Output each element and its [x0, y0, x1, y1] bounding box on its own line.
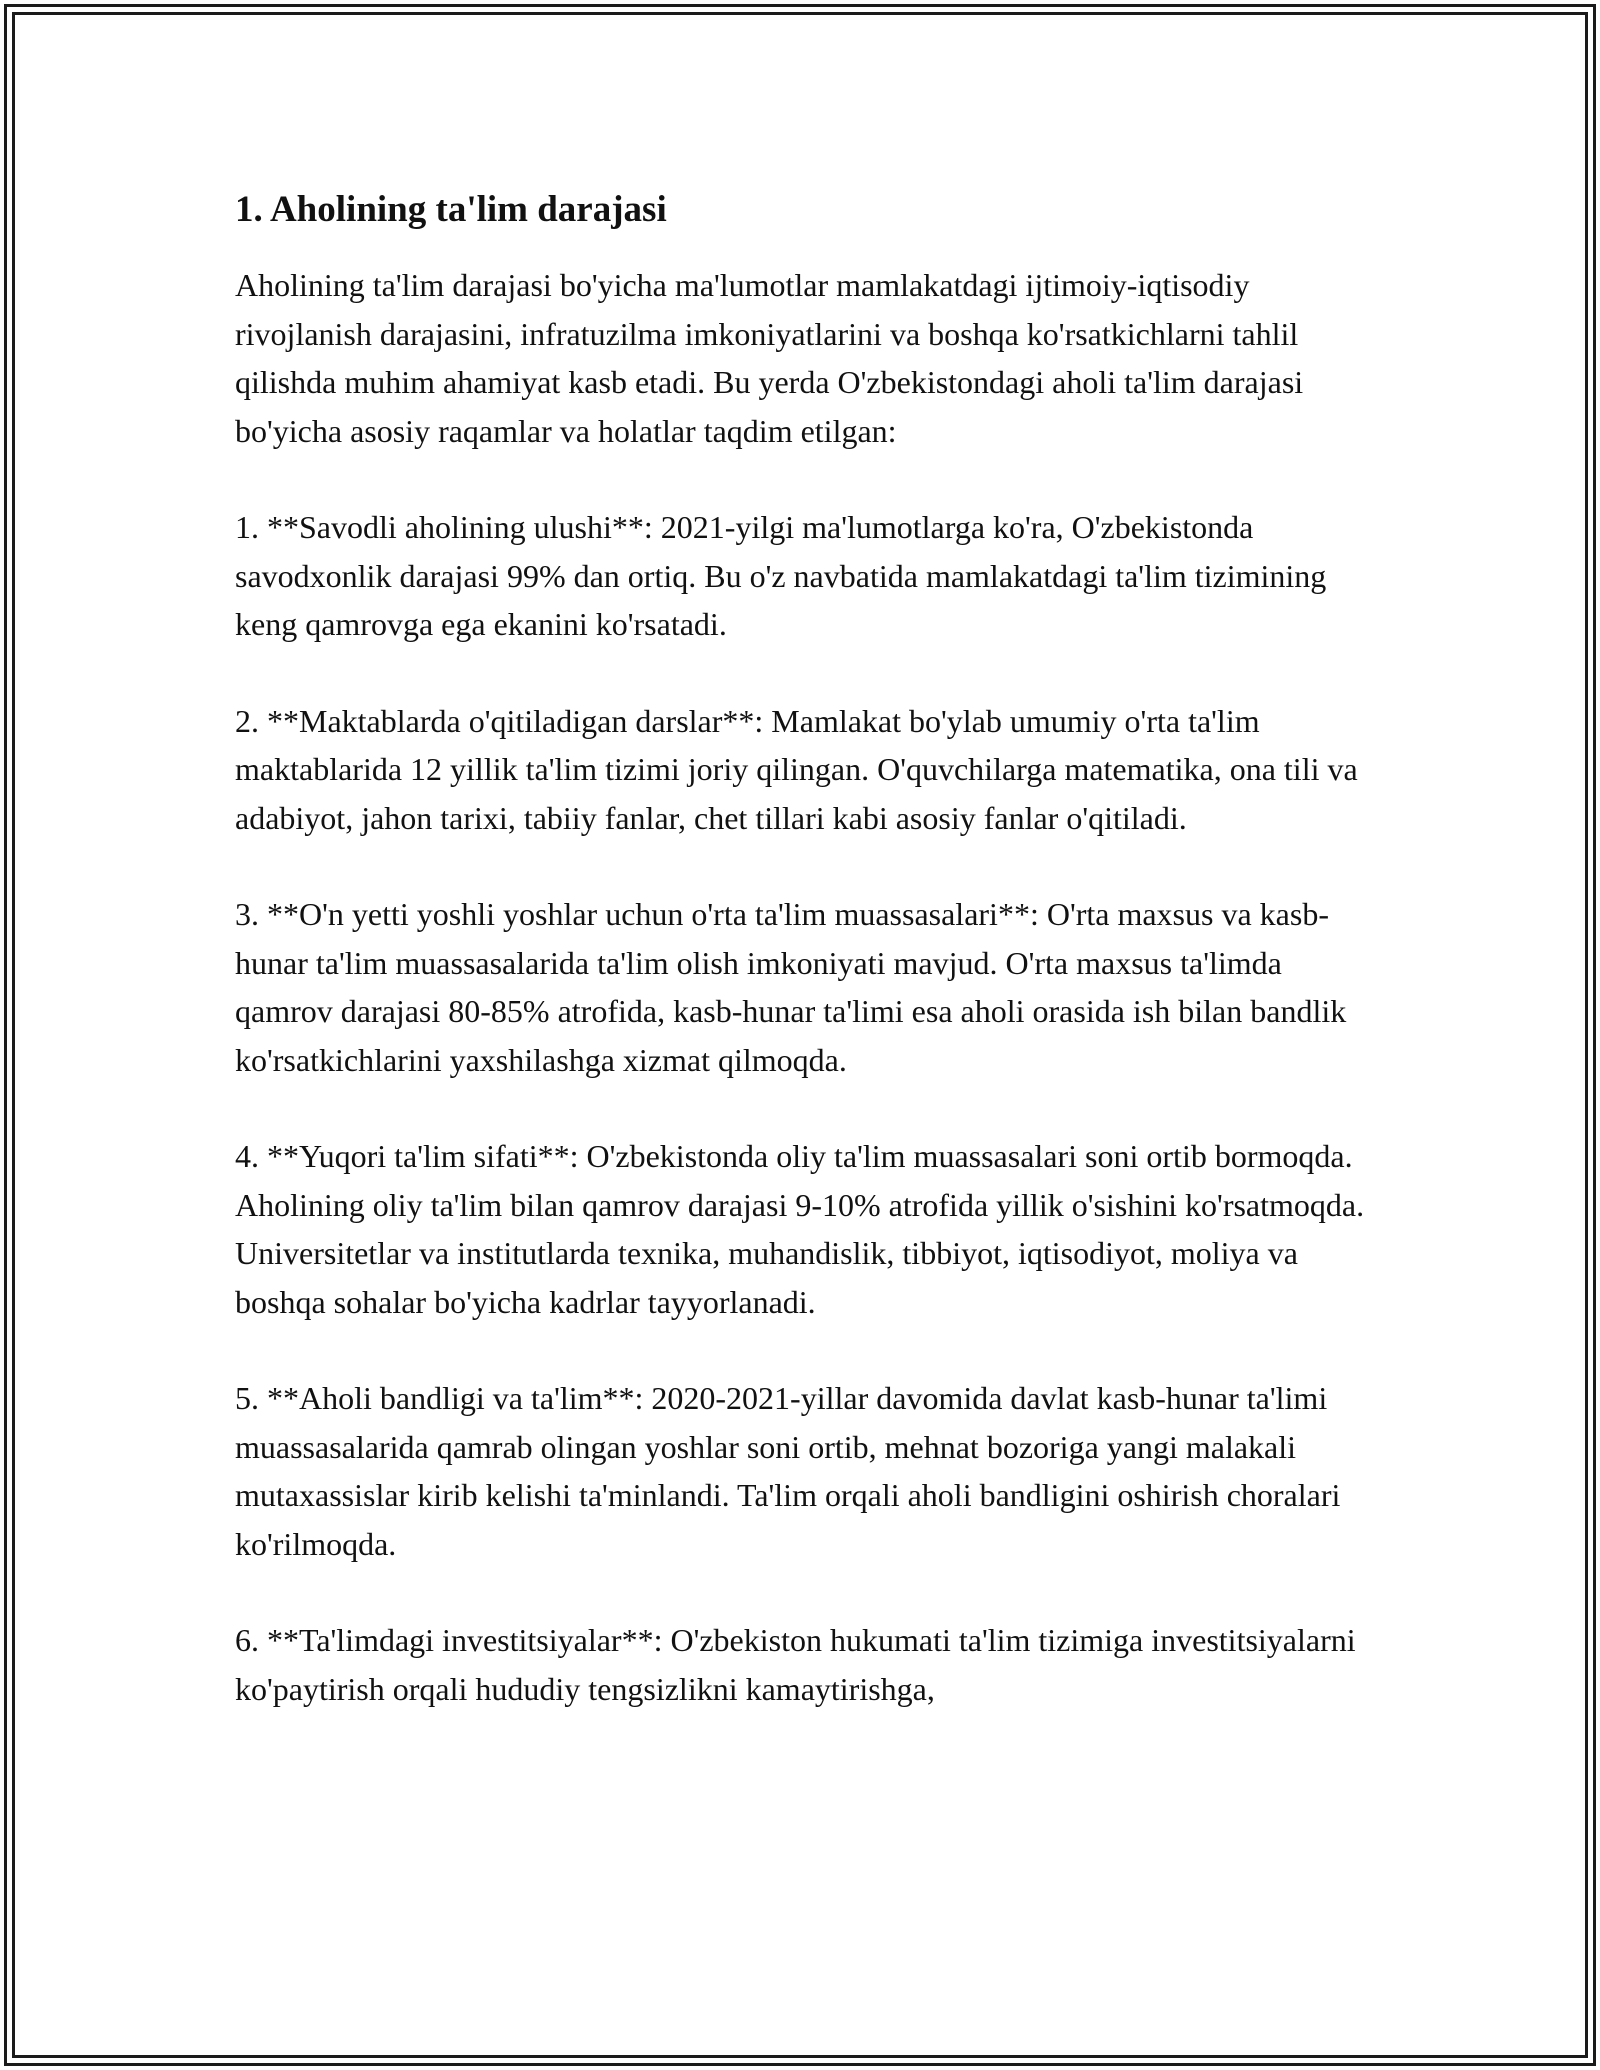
list-item-literacy: 1. **Savodli aholining ulushi**: 2021-yilgi ma'lumotlarga ko'ra, O'zbekistonda savodxonlik darajasi 99% dan ortiq. Bu o'z navbatida mamlakatdagi ta'lim tizimining keng qamrovga ega ekanini ko'rsatadi. — [235, 509, 1327, 642]
list-item-investments: 6. **Ta'limdagi investitsiyalar**: O'zbekiston hukumati ta'lim tizimiga investitsiyalarni ko'paytirish orqali hududiy tengsizlikni kamaytirishga, — [235, 1622, 1356, 1707]
list-item-higher-education: 4. **Yuqori ta'lim sifati**: O'zbekistonda oliy ta'lim muassasalari soni ortib bormoqda. Aholining oliy ta'lim bilan qamrov darajasi 9-10% atrofida yillik o'sishini ko'rsatmoqda. Universitetlar va institutlarda texnika, muhandislik, tibbiyot, iqtisodiyot, moliya va boshqa sohalar bo'yicha kadrlar tayyorlanadi. — [235, 1138, 1365, 1320]
list-item-secondary-education: 3. **O'n yetti yoshli yoshlar uchun o'rta ta'lim muassasalari**: O'rta maxsus va kasb-hunar ta'lim muassasalarida ta'lim olish imkoniyati mavjud. O'rta maxsus ta'limda qamrov darajasi 80-85% atrofida, kasb-hunar ta'limi esa aholi orasida ish bilan bandlik ko'rsatkichlarini yaxshilashga xizmat qilmoqda. — [235, 896, 1347, 1078]
intro-paragraph: Aholining ta'lim darajasi bo'yicha ma'lumotlar mamlakatdagi ijtimoiy-iqtisodiy rivojlanish darajasini, infratuzilma imkoniyatlarini va boshqa ko'rsatkichlarni tahlil qilishda muhim ahamiyat kasb etadi. Bu yerda O'zbekistondagi aholi ta'lim darajasi bo'yicha asosiy raqamlar va holatlar taqdim etilgan: — [235, 267, 1304, 449]
document-body — [235, 186, 1375, 1761]
section-heading: 1. Aholining ta'lim darajasi — [235, 189, 667, 230]
list-item-employment: 5. **Aholi bandligi va ta'lim**: 2020-2021-yillar davomida davlat kasb-hunar ta'limi muassasalarida qamrab olingan yoshlar soni ortib, mehnat bozoriga yangi malakali mutaxassislar kirib kelishi ta'minlandi. Ta'lim orqali aholi bandligini oshirish choralari ko'rilmoqda. — [235, 1380, 1341, 1562]
list-item-school-subjects: 2. **Maktablarda o'qitiladigan darslar**: Mamlakat bo'ylab umumiy o'rta ta'lim maktablarida 12 yillik ta'lim tizimi joriy qilingan. O'quvchilarga matematika, ona tili va adabiyot, jahon tarixi, tabiiy fanlar, chet tillari kabi asosiy fanlar o'qitiladi. — [235, 702, 1358, 836]
